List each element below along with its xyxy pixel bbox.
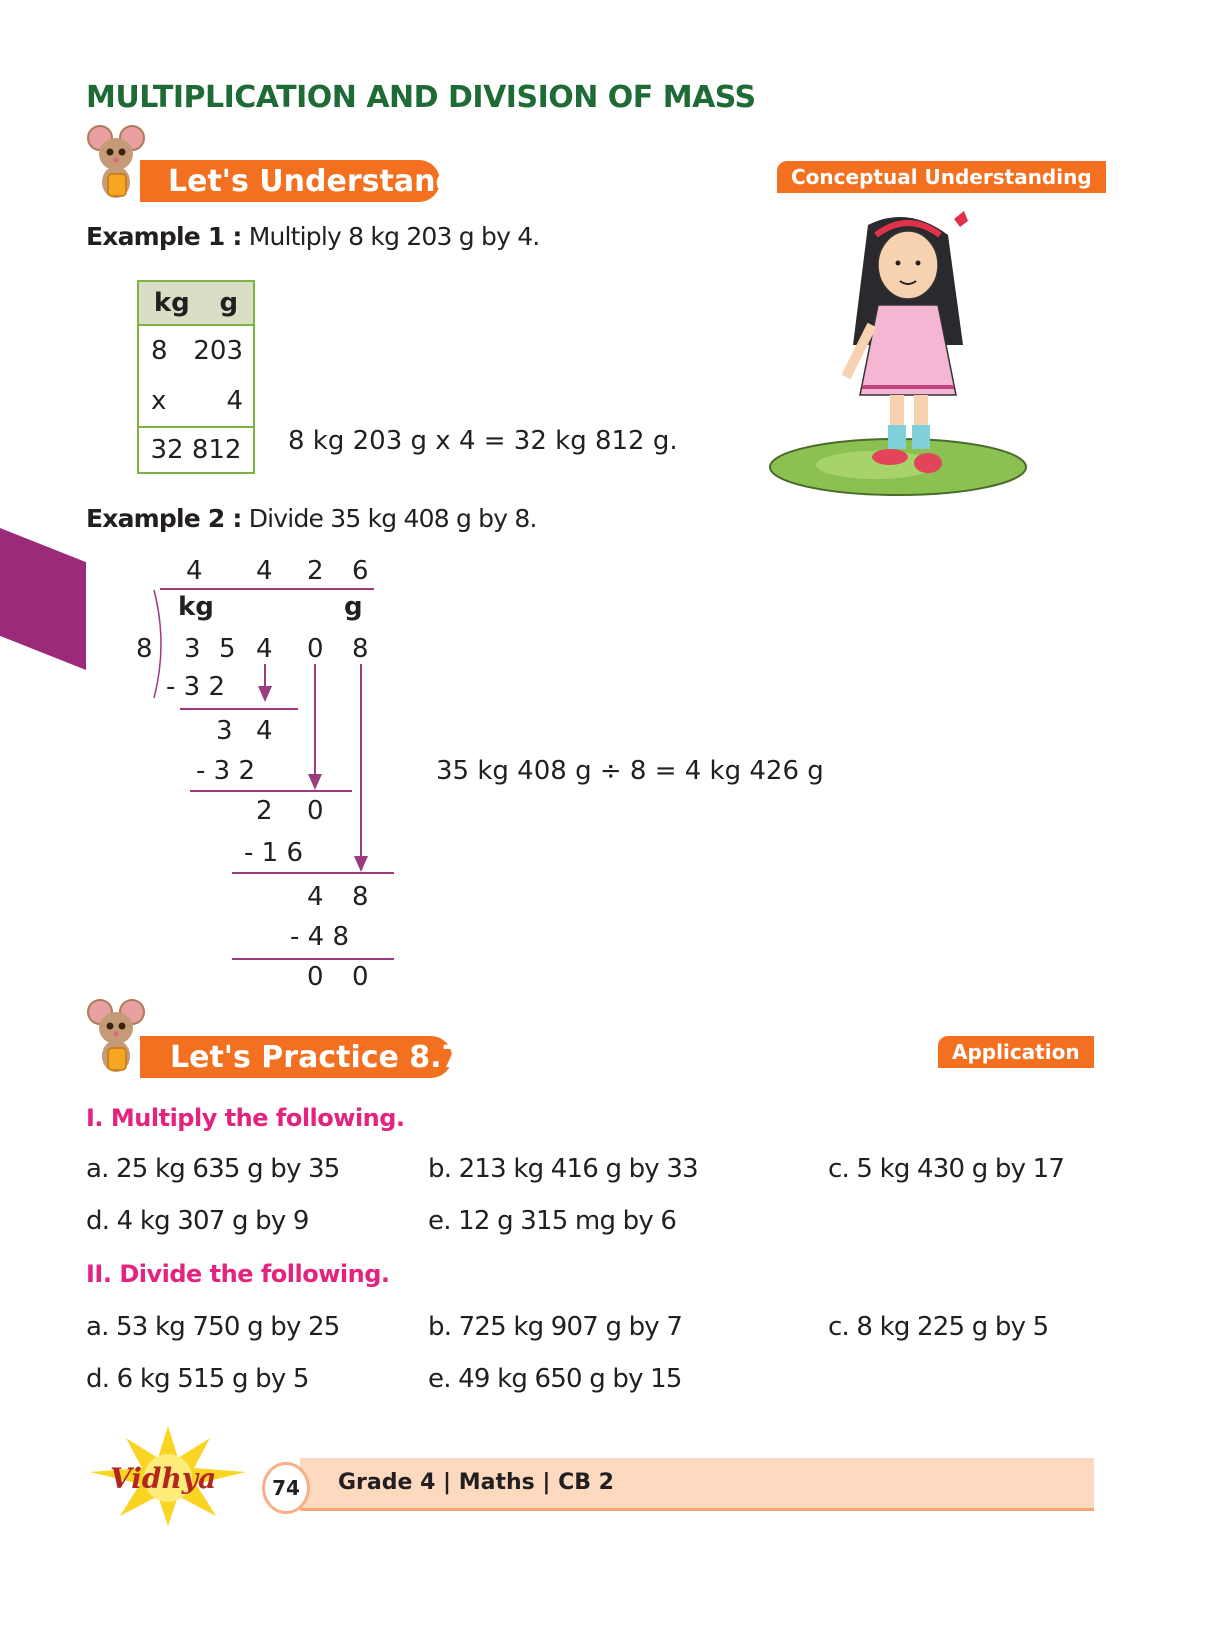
question-item: a. 53 kg 750 g by 25 (86, 1312, 340, 1342)
cell-operator: x (151, 386, 167, 416)
dividend-digit: 5 (219, 634, 236, 664)
question-item: e. 12 g 315 mg by 6 (428, 1206, 677, 1236)
multiplication-table (137, 280, 255, 474)
application-tag: Application (938, 1036, 1094, 1068)
arrow-down-icon (308, 774, 322, 790)
dividend-digit: 0 (307, 634, 324, 664)
cell-g: 203 (193, 336, 243, 366)
subtract-step: - 3 2 (196, 756, 255, 786)
remainder-digit: 4 (307, 882, 324, 912)
table-result: 32 812 (139, 426, 253, 472)
unit-kg: kg (178, 592, 214, 622)
header-g: g (219, 288, 239, 318)
remainder-digit: 0 (307, 796, 324, 826)
example-1-equation: 8 kg 203 g x 4 = 32 kg 812 g. (288, 426, 678, 456)
remainder-digit: 8 (352, 882, 369, 912)
remainder-digit: 0 (307, 962, 324, 992)
step-line (232, 958, 394, 960)
lets-practice-banner: Let's Practice 8.7 (140, 1036, 452, 1078)
question-item: b. 213 kg 416 g by 33 (428, 1154, 698, 1184)
side-tab-decoration (0, 528, 86, 670)
cell-multiplier: 4 (226, 386, 243, 416)
table-row (139, 326, 253, 376)
table-header (139, 282, 253, 326)
quotient-digit: 4 (186, 556, 203, 586)
step-line (180, 708, 298, 710)
question-item: d. 4 kg 307 g by 9 (86, 1206, 309, 1236)
table-row (139, 376, 253, 426)
remainder-digit: 4 (256, 716, 273, 746)
unit-g: g (344, 592, 363, 622)
remainder-digit: 3 (216, 716, 233, 746)
header-kg: kg (153, 288, 190, 318)
page-number: 74 (262, 1462, 310, 1514)
logo-text: Vidhya (110, 1462, 217, 1495)
girl-illustration (768, 205, 1030, 501)
step-line (190, 790, 352, 792)
divide-heading: II. Divide the following. (86, 1260, 390, 1288)
arrow-down-icon (354, 856, 368, 872)
quotient-digit: 2 (307, 556, 324, 586)
remainder-digit: 2 (256, 796, 273, 826)
dividend-digit: 3 (184, 634, 201, 664)
question-item: e. 49 kg 650 g by 15 (428, 1364, 682, 1394)
bring-down-arrow (360, 664, 362, 856)
question-item: d. 6 kg 515 g by 5 (86, 1364, 309, 1394)
conceptual-understanding-tag: Conceptual Understanding (777, 161, 1106, 193)
bring-down-arrow (314, 664, 316, 774)
example-1-text: Multiply 8 kg 203 g by 4. (248, 222, 540, 251)
divisor: 8 (136, 634, 153, 664)
quotient-digit: 4 (256, 556, 273, 586)
example-2-equation: 35 kg 408 g ÷ 8 = 4 kg 426 g (436, 756, 824, 786)
example-1-label: Example 1 : (86, 222, 242, 251)
example-1-heading (86, 222, 539, 251)
footer-text: Grade 4 | Maths | CB 2 (338, 1470, 614, 1495)
step-line (232, 872, 394, 874)
dividend-digit: 4 (256, 634, 273, 664)
question-item: b. 725 kg 907 g by 7 (428, 1312, 683, 1342)
question-item: a. 25 kg 635 g by 35 (86, 1154, 340, 1184)
subtract-step: - 1 6 (244, 838, 303, 868)
division-bar (160, 588, 374, 590)
lets-understand-banner: Let's Understand (140, 160, 440, 202)
remainder-digit: 0 (352, 962, 369, 992)
subtract-step: - 4 8 (290, 922, 349, 952)
page-title: MULTIPLICATION AND DIVISION OF MASS (86, 80, 756, 115)
question-item: c. 5 kg 430 g by 17 (828, 1154, 1065, 1184)
quotient-digit: 6 (352, 556, 369, 586)
multiply-heading: I. Multiply the following. (86, 1104, 405, 1132)
question-item: c. 8 kg 225 g by 5 (828, 1312, 1049, 1342)
example-2-text: Divide 35 kg 408 g by 8. (248, 504, 537, 533)
example-2-label: Example 2 : (86, 504, 242, 533)
vidhya-logo (86, 1424, 250, 1532)
dividend-digit: 8 (352, 634, 369, 664)
example-2-heading (86, 504, 537, 533)
cell-kg: 8 (151, 336, 168, 366)
arrow-down-icon (258, 686, 272, 702)
bring-down-arrow (264, 664, 266, 688)
subtract-step: - 3 2 (166, 672, 225, 702)
